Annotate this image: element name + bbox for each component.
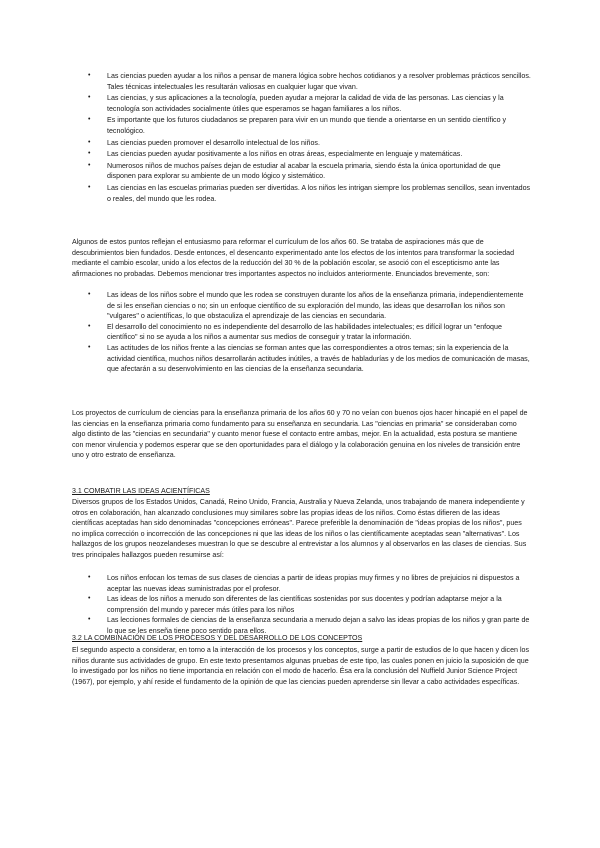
list-item: • Las ideas de los niños a menudo son diferentes de las científicas sostenidas por sus docentes y podrían adaptarse mejor a la comprensión del mundo y parecer más útiles para los niños <box>107 594 530 615</box>
paragraph-children-ideas: Diversos grupos de los Estados Unidos, Canadá, Reino Unido, Francia, Australia y Nueva Zelanda, unos trabajando de manera independiente y otros en colaboración, han alcanzado conclusiones muy similares sobre las propias ideas de los niños. Como éstas difieren de las ideas científicas aceptadas han sido denominadas "concepciones erróneas". Parece preferible la denominación de "ideas propias de los niños", pues no implica corrección o incorrección de las concepciones ni que las ideas de los niños o las científicamente aceptadas sean "alternativas". Los hallazgos de los grupos neozelandeses muestran lo que se descubre al entrevistar a los alumnos y al observarlos en las clases de ciencias. Sus tres principales hallazgos pueden resumirse así: <box>72 498 527 559</box>
list-item: • Las ciencias pueden ayudar a los niños a pensar de manera lógica sobre hechos cotidianos y a resolver problemas prácticos sencillos. Tales técnicas intelectuales les resultarán valiosas en cualquier lugar que vivan. <box>107 71 531 92</box>
list-item: • Las ciencias, y sus aplicaciones a la tecnología, pueden ayudar a mejorar la calidad de vida de las personas. Las ciencias y la tecnología son actividades socialmente útiles que esperamos se hagan familiares a los niños. <box>107 93 531 114</box>
aims-bullet-list <box>107 71 531 205</box>
list-item: • El desarrollo del conocimiento no es independiente del desarrollo de las habilidades intelectuales; es difícil lograr un "enfoque científico" si no se ayuda a los niños a aumentar sus medios de conseguir y tratar la información. <box>107 322 530 343</box>
paragraph-processes-concepts: El segundo aspecto a considerar, en torno a la interacción de los procesos y los conceptos, surge a partir de estudios de lo que hacen y dicen los niños durante sus actividades de grupo. En este texto presentamos algunas pruebas de este tipo, las cuales ponen en juicio la suposición de que lo investigado por los niños no tiene importancia en relación con el modo de hacerlo. Ésa era la conclusión del Nuffield Junior Science Project (1967), por ejemplo, y ahí reside el fundamento de la opinión de que las ciencias pueden aprenderse sin llevar a cabo actividades específicas. <box>72 646 530 686</box>
paragraph-reform: Algunos de estos puntos reflejan el entusiasmo para reformar el currículum de los años 60. Se trataba de aspiraciones más que de descubrimientos bien fundados. Desde entonces, el desencanto experimentado ante los efectos de los intentos para transformar la sociedad mediante el cambio escolar, unido a los efectos de la reducción del 30 % de la población escolar, se asoció con el escepticismo ante las afirmaciones no probadas. Debemos mencionar tres importantes aspectos no incluidos anteriormente. Enunciados brevemente, son: <box>72 238 515 278</box>
list-item: • Es importante que los futuros ciudadanos se preparen para vivir en un mundo que tiende a orientarse en un sentido científico y tecnológico. <box>107 115 531 136</box>
list-item: • Las ciencias en las escuelas primarias pueden ser divertidas. A los niños les intrigan siempre los problemas sencillos, sean inventados o reales, del mundo que les rodea. <box>107 183 531 204</box>
list-item: • Las lecciones formales de ciencias de la enseñanza secundaria a menudo dejan a salvo las ideas propias de los niños y gran parte de lo que se les enseña tiene poco sentido para ellos. <box>107 615 530 636</box>
findings-bullet-list <box>107 573 530 637</box>
list-item: • Las actitudes de los niños frente a las ciencias se forman antes que las correspondientes a otros temas; sin la experiencia de la actividad científica, muchos niños desarrollarán actitudes inútiles, a través de habladurías y de los medios de comunicación de masas, que afectarán a su desenvolvimiento en las ciencias de la enseñanza secundaria. <box>107 343 530 375</box>
list-item: • Numerosos niños de muchos países dejan de estudiar al acabar la escuela primaria, siendo ésta la única oportunidad de que disponen para explorar su ambiente de un modo lógico y sistemático. <box>107 161 531 182</box>
aspects-bullet-list <box>107 290 530 375</box>
list-item: • Los niños enfocan los temas de sus clases de ciencias a partir de ideas propias muy firmes y no libres de prejuicios ni dispuestos a aceptar las nuevas ideas suministradas por el profesor. <box>107 573 530 594</box>
section-heading-3-1: 3.1 COMBATIR LAS IDEAS ACIENTÍFICAS <box>72 487 210 495</box>
paragraph-primary-secondary: Los proyectos de currículum de ciencias para la enseñanza primaria de los años 60 y 70 no veían con buenos ojos hacer hincapié en el papel de las ciencias en la enseñanza primaria como fundamento para su enseñanza en secundaria. Las "ciencias en primaria" se consideraban como algo distinto de las "ciencias en secundaria" y cuanto menor fuese el contacto entre ambas, mejor. En la actualidad, esta postura se mantiene con menor virulencia y podemos esperar que se den oportunidades para el diálogo y la colaboración genuina en los niveles de transición entre uno y otro estrato de enseñanza. <box>72 409 528 460</box>
list-item: • Las ciencias pueden ayudar positivamente a los niños en otras áreas, especialmente en lenguaje y matemáticas. <box>107 149 531 160</box>
list-item: • Las ideas de los niños sobre el mundo que les rodea se construyen durante los años de la enseñanza primaria, independientemente de si les enseñan ciencias o no; sin un enfoque científico de su exploración del mundo, las ideas que desarrollan los niños son "vulgares" o acientíficas, lo que obstaculiza el aprendizaje de las ciencias en secundaria. <box>107 290 530 322</box>
list-item: • Las ciencias pueden promover el desarrollo intelectual de los niños. <box>107 138 531 149</box>
section-heading-3-2: 3.2 LA COMBINACIÓN DE LOS PROCESOS Y DEL DESARROLLO DE LOS CONCEPTOS <box>72 634 363 642</box>
